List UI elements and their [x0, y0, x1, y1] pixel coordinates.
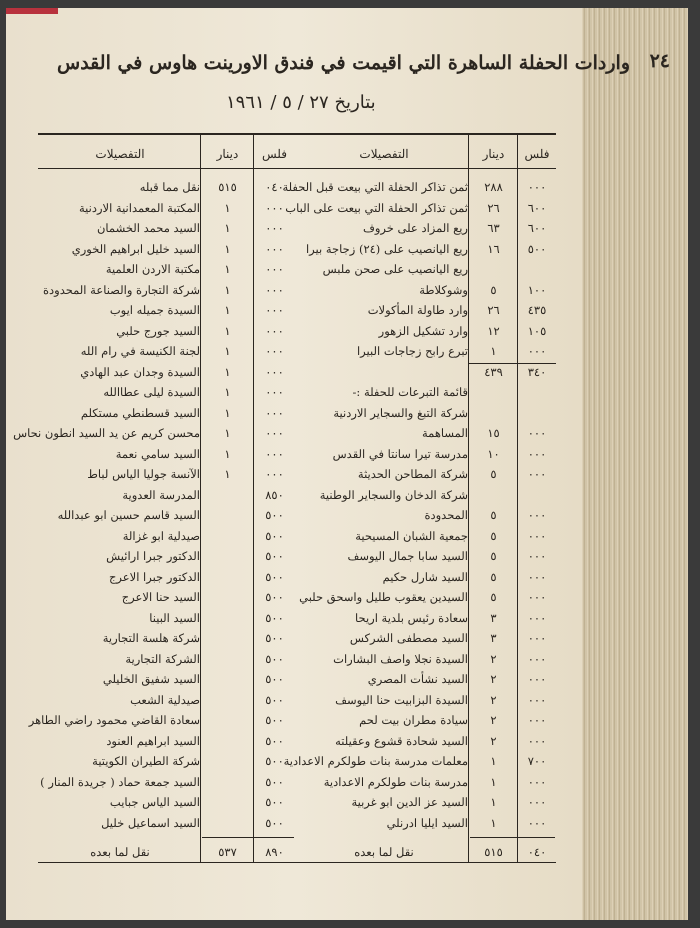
right_table-row-details: ريع اليانصيب على صحن ملبس: [322, 262, 468, 276]
right_table-row-dinar: ٥: [490, 569, 497, 584]
right_table-row-details: شركة الدخان والسجاير الوطنية: [319, 487, 468, 502]
left_table-row-fils: ٠٠٠: [265, 262, 284, 276]
left_table-row-details: لجنة الكنيسة في رام الله: [80, 344, 200, 358]
page-title: واردات الحفلة الساهرة التي اقيمت في فندق الاورينت هاوس في القدس: [57, 52, 630, 74]
left_table-row-dinar: ١: [224, 344, 231, 358]
left_table-header-dinar: دينار: [216, 147, 239, 161]
left_table-row-details: السيد جمعة حماد ( جريدة المنار ): [40, 774, 200, 789]
left_table-row-details: شركة التجارة والصناعة المحدودة: [43, 282, 200, 297]
right_table-row-fils: ٣٤٠: [527, 364, 547, 379]
left_table-row-details: سعادة القاضي محمود راضي الطاهر: [28, 713, 200, 727]
right_table-row-dinar: ٥: [490, 590, 497, 604]
left_table-row-fils: ٥٠٠: [265, 590, 284, 604]
right_table-row-dinar: ٢: [490, 733, 497, 748]
right_table-row-dinar: ١: [490, 815, 497, 830]
left_table-row-details: السيد البينا: [149, 610, 200, 625]
right_table-subtotal-rule: [470, 837, 555, 838]
left_table-row-details: شركة هلسة التجارية: [102, 631, 200, 645]
right_table-row-fils: ٠٠٠: [527, 569, 547, 584]
left_table-row-dinar: ١: [224, 467, 231, 481]
right_table-row-dinar: ٢٦: [487, 303, 500, 317]
right_table-row-details: السيد نشأت المصري: [367, 672, 468, 686]
left_table-row-fils: ٥٠٠: [265, 713, 284, 727]
left_table-row-details: شركة الطيران الكويتية: [92, 754, 200, 768]
left_table-row-fils: ٥٠٠: [265, 631, 284, 645]
left_table-row-fils: ٠٠٠: [265, 323, 284, 338]
left_table-row-dinar: ٥١٥: [218, 180, 237, 194]
left_table-subtotal-rule: [202, 837, 294, 838]
left_table-row-fils: ٠٠٠: [265, 303, 284, 317]
left_table-row-dinar: ١: [224, 262, 231, 276]
event-date: بتاريخ ٢٧ / ٥ / ١٩٦١: [226, 92, 376, 113]
right_table-row-fils: ٧٠٠: [527, 754, 547, 768]
right-subtotal-rule: [468, 363, 556, 364]
right_table-row-details: السيد ايليا ادرنلي: [386, 815, 468, 830]
right_table-row-fils: ٠٠٠: [527, 815, 547, 830]
left_table-col-divider: [200, 133, 201, 862]
right_table-row-dinar: ١: [490, 795, 497, 809]
left_table-bottom-rule: [38, 862, 296, 863]
right_table-row-fils: ٠٠٠: [527, 528, 547, 543]
right_table-row-dinar: ٢: [490, 651, 497, 666]
left_table-row-fils: ٥٠٠: [265, 692, 284, 707]
right_table-row-details: السيدة نجلا واصف البشارات: [333, 651, 468, 666]
left_table-row-details: صيدلية ابو غزالة: [122, 528, 200, 543]
right_table-row-dinar: ٦٣: [487, 221, 500, 235]
left_table-row-details: السيد شفيق الخليلي: [102, 672, 200, 686]
right_table-header-details: التفصيلات: [359, 147, 409, 161]
right_table-row-fils: ٠٠٠: [527, 590, 547, 604]
left_table-col-divider: [253, 133, 254, 862]
left_table-row-dinar: ١: [224, 446, 231, 461]
left_table-row-details: السيد خليل ابراهيم الخوري: [71, 241, 200, 256]
right_table-row-fils: ٠٠٠: [527, 795, 547, 809]
left_table-row-details: السيدة جميله ايوب: [109, 303, 200, 317]
left_table-row-dinar: ١: [224, 303, 231, 317]
right_table-row-fils: ٥٠٠: [527, 241, 547, 256]
right_table-row-fils: ٠٠٠: [527, 733, 547, 748]
right_table-row-details: مدرسة تيرا سانتا في القدس: [332, 446, 468, 461]
left_table-row-details: نقل مما قبله: [139, 180, 200, 194]
left_table-row-details: مكتبة الاردن العلمية: [105, 262, 200, 276]
right_table-row-dinar: ١٦: [487, 241, 500, 256]
right_table-row-details: شركة التبغ والسجاير الاردنية: [333, 405, 468, 420]
left_table-row-fils: ٠٠٠: [265, 200, 284, 215]
left_table-row-details: السيد جورج حلبي: [116, 323, 200, 338]
left_table-row-details: السيد اسماعيل خليل: [101, 815, 200, 830]
left_table-row-fils: ٠٠٠: [265, 241, 284, 256]
right_table-header-dinar: دينار: [482, 147, 505, 161]
left_table-header-fils: فلس: [261, 147, 287, 161]
left_table-row-details: المدرسة العدوية: [122, 487, 200, 502]
page-number: ٢٤: [649, 50, 670, 72]
right_table-row-dinar: ٢٦: [487, 200, 500, 215]
left_table-row-details: السيد الياس جبايب: [109, 795, 200, 809]
left_table-row-details: السيد ابراهيم العنود: [106, 733, 200, 748]
right_table-row-details: السيدين يعقوب طليل واسحق حلبي: [299, 590, 468, 604]
right_table-row-details: جمعية الشبان المسيحية: [355, 528, 468, 543]
left_table-header-rule: [38, 168, 296, 169]
left_table-footer-fils: ٨٩٠: [265, 845, 284, 859]
right_table-row-dinar: ٢: [490, 692, 497, 707]
right_table-row-fils: ٠٠٠: [527, 344, 547, 358]
left_table-row-fils: ٥٠٠: [265, 549, 284, 563]
right_table-row-fils: ٦٠٠: [527, 221, 547, 235]
left_table-row-fils: ٠٠٠: [265, 405, 284, 420]
right_table-row-details: وارد طاولة المأكولات: [367, 303, 468, 317]
left_table-row-dinar: ١: [224, 323, 231, 338]
right_table-row-details: السيد عز الدين ابو غربية: [351, 795, 468, 809]
left_table-row-fils: ٥٠٠: [265, 672, 284, 686]
left_table-row-details: السيد حنا الاعرج: [121, 590, 200, 604]
left_table-row-fils: ٥٠٠: [265, 508, 284, 522]
right_table-row-fils: ٠٠٠: [527, 549, 547, 563]
left_table-row-fils: ٠٠٠: [265, 221, 284, 235]
right_table-row-details: المساهمة: [422, 426, 468, 440]
right_table-row-dinar: ١: [490, 754, 497, 768]
left_table-top-rule: [38, 133, 296, 135]
left_table-row-fils: ٥٠٠: [265, 774, 284, 789]
left_table-row-fils: ٨٥٠: [265, 487, 284, 502]
left_table-row-fils: ٥٠٠: [265, 733, 284, 748]
left_table-row-fils: ٥٠٠: [265, 795, 284, 809]
right_table-row-dinar: ١٥: [487, 426, 500, 440]
right_table-row-details: معلمات مدرسة بنات طولكرم الاعدادية: [283, 754, 468, 768]
right_table-row-details: المحدودة: [424, 508, 468, 522]
left_table-row-fils: ٠٠٠: [265, 344, 284, 358]
right_table-footer-details: نقل لما بعده: [354, 845, 414, 859]
right_table-row-dinar: ٢٨٨: [484, 180, 503, 194]
right_table-row-fils: ٠٠٠: [527, 651, 547, 666]
right_table-row-details: سعادة رئيس بلدية اريحا: [355, 610, 468, 625]
right_table-row-fils: ٠٠٠: [527, 426, 547, 440]
right_table-col-divider: [468, 133, 469, 862]
left_table-row-fils: ٠٠٠: [265, 385, 284, 399]
left_table-row-dinar: ١: [224, 282, 231, 297]
right_table-row-details: تبرع رابح زجاجات البيرا: [356, 344, 468, 358]
right_table-row-fils: ٦٠٠: [527, 200, 547, 215]
right_table-row-fils: ٠٠٠: [527, 446, 547, 461]
left_table-row-details: الآنسة جوليا الياس لباط: [87, 467, 200, 481]
right_table-row-fils: ١٠٥: [527, 323, 547, 338]
right_table-row-details: ريع المزاد على خروف: [362, 221, 468, 235]
right_table-row-details: قائمة التبرعات للحفلة :-: [352, 385, 468, 399]
left_table-footer-details: نقل لما بعده: [90, 845, 150, 859]
left_table-footer-dinar: ٥٣٧: [218, 845, 237, 859]
left_table-row-fils: ٥٠٠: [265, 651, 284, 666]
right_table-row-fils: ٠٠٠: [527, 508, 547, 522]
right_table-row-dinar: ٣: [490, 610, 497, 625]
right_table-row-fils: ٠٠٠: [527, 180, 547, 194]
left_table-row-fils: ٠٠٠: [265, 446, 284, 461]
right_table-header-fils: فلس: [524, 147, 550, 161]
left_table-row-fils: ٠٠٠: [265, 364, 284, 379]
right_table-row-fils: ٠٠٠: [527, 774, 547, 789]
right_table-row-details: السيد شارل حكيم: [382, 569, 468, 584]
left_table-row-dinar: ١: [224, 426, 231, 440]
left_table-row-fils: ٠٤٠: [265, 180, 284, 194]
left_table-row-details: محسن كريم عن يد السيد انطون نحاس: [13, 426, 200, 440]
left_table-row-details: السيد سامي نعمة: [115, 446, 200, 461]
right_table-row-dinar: ٥: [490, 528, 497, 543]
right_table-row-details: ثمن تذاكر الحفلة التي بيعت على الباب: [285, 200, 468, 215]
left_table-row-details: المكتبة المعمدانية الاردنية: [79, 200, 200, 215]
right_table-row-dinar: ٢: [490, 672, 497, 686]
right_table-row-dinar: ٢: [490, 713, 497, 727]
right_table-row-details: السيدة البزابيت حنا اليوسف: [335, 692, 468, 707]
left_table-row-details: صيدلية الشعب: [130, 692, 200, 707]
left_table-row-details: الشركة التجارية: [125, 651, 200, 666]
left_table-row-fils: ٥٠٠: [265, 569, 284, 584]
left_table-row-details: السيد محمد الخشمان: [96, 221, 200, 235]
right_table-row-dinar: ٥: [490, 282, 497, 297]
right_table-row-fils: ١٠٠: [527, 282, 547, 297]
left_table-row-details: السيد قسطنطي مستكلم: [80, 405, 200, 420]
right_table-row-dinar: ٤٣٩: [484, 364, 503, 379]
right_table-row-dinar: ٥: [490, 549, 497, 563]
left_table-row-dinar: ١: [224, 200, 231, 215]
right_table-row-fils: ٠٠٠: [527, 692, 547, 707]
left_table-row-fils: ٠٠٠: [265, 282, 284, 297]
left_table-row-details: السيدة ليلى عطاالله: [103, 385, 200, 399]
right_table-row-details: السيد شحادة قشوع وعقيلته: [335, 733, 468, 748]
left_table-row-fils: ٠٠٠: [265, 467, 284, 481]
right_table-row-dinar: ١: [490, 774, 497, 789]
right_table-row-dinar: ٣: [490, 631, 497, 645]
left_table-row-fils: ٥٠٠: [265, 815, 284, 830]
right_table-row-fils: ٠٠٠: [527, 672, 547, 686]
right_table-row-details: وشوكلاطة: [419, 282, 468, 297]
left_table-row-fils: ٠٠٠: [265, 426, 284, 440]
right_table-bottom-rule: [296, 862, 556, 863]
right_table-footer-dinar: ٥١٥: [484, 845, 503, 859]
left_table-row-details: الدكتور جبرا الاعرج: [109, 569, 200, 584]
right_table-row-fils: ٤٣٥: [527, 303, 547, 317]
left_table-header-details: التفصيلات: [95, 147, 145, 161]
left_table-row-dinar: ١: [224, 221, 231, 235]
right_table-footer-fils: ٠٤٠: [527, 845, 547, 859]
right_table-row-fils: ٠٠٠: [527, 713, 547, 727]
right_table-row-dinar: ١٢: [487, 323, 500, 338]
right_table-row-dinar: ١: [490, 344, 497, 358]
left_table-row-details: السيدة وجدان عبد الهادي: [80, 364, 200, 379]
right_table-row-dinar: ٥: [490, 467, 497, 481]
right_table-row-details: ريع اليانصيب على (٢٤) زجاجة بيرا: [305, 241, 468, 256]
right_table-row-details: مدرسة بنات طولكرم الاعدادية: [323, 774, 468, 789]
right_table-row-details: سيادة مطران بيت لحم: [359, 713, 468, 727]
right_table-col-divider: [517, 133, 518, 862]
left_table-row-details: الدكتور جبرا ارائيش: [106, 549, 200, 563]
right_table-row-details: السيد سابا جمال اليوسف: [347, 549, 468, 563]
left_table-row-fils: ٥٠٠: [265, 754, 284, 768]
right_table-row-fils: ٠٠٠: [527, 467, 547, 481]
right_table-row-details: وارد تشكيل الزهور: [378, 323, 468, 338]
right_table-row-details: شركة المطاحن الحديثة: [357, 467, 468, 481]
left_table-row-dinar: ١: [224, 364, 231, 379]
left_table-row-details: السيد قاسم حسين ابو عبدالله: [57, 508, 200, 522]
left_table-row-fils: ٥٠٠: [265, 528, 284, 543]
left_table-row-dinar: ١: [224, 405, 231, 420]
right_table-row-dinar: ٥: [490, 508, 497, 522]
right_table-row-fils: ٠٠٠: [527, 610, 547, 625]
left_table-row-fils: ٥٠٠: [265, 610, 284, 625]
book-page-edges: [576, 8, 688, 920]
red-tab-marker: [6, 8, 58, 14]
right_table-row-dinar: ١٠: [487, 446, 500, 461]
left_table-row-dinar: ١: [224, 385, 231, 399]
right_table-row-details: السيد مصطفى الشركس: [349, 631, 468, 645]
left_table-row-dinar: ١: [224, 241, 231, 256]
right_table-row-details: ثمن تذاكر الحفلة التي بيعت قبل الحفلة: [282, 180, 468, 194]
right_table-row-fils: ٠٠٠: [527, 631, 547, 645]
